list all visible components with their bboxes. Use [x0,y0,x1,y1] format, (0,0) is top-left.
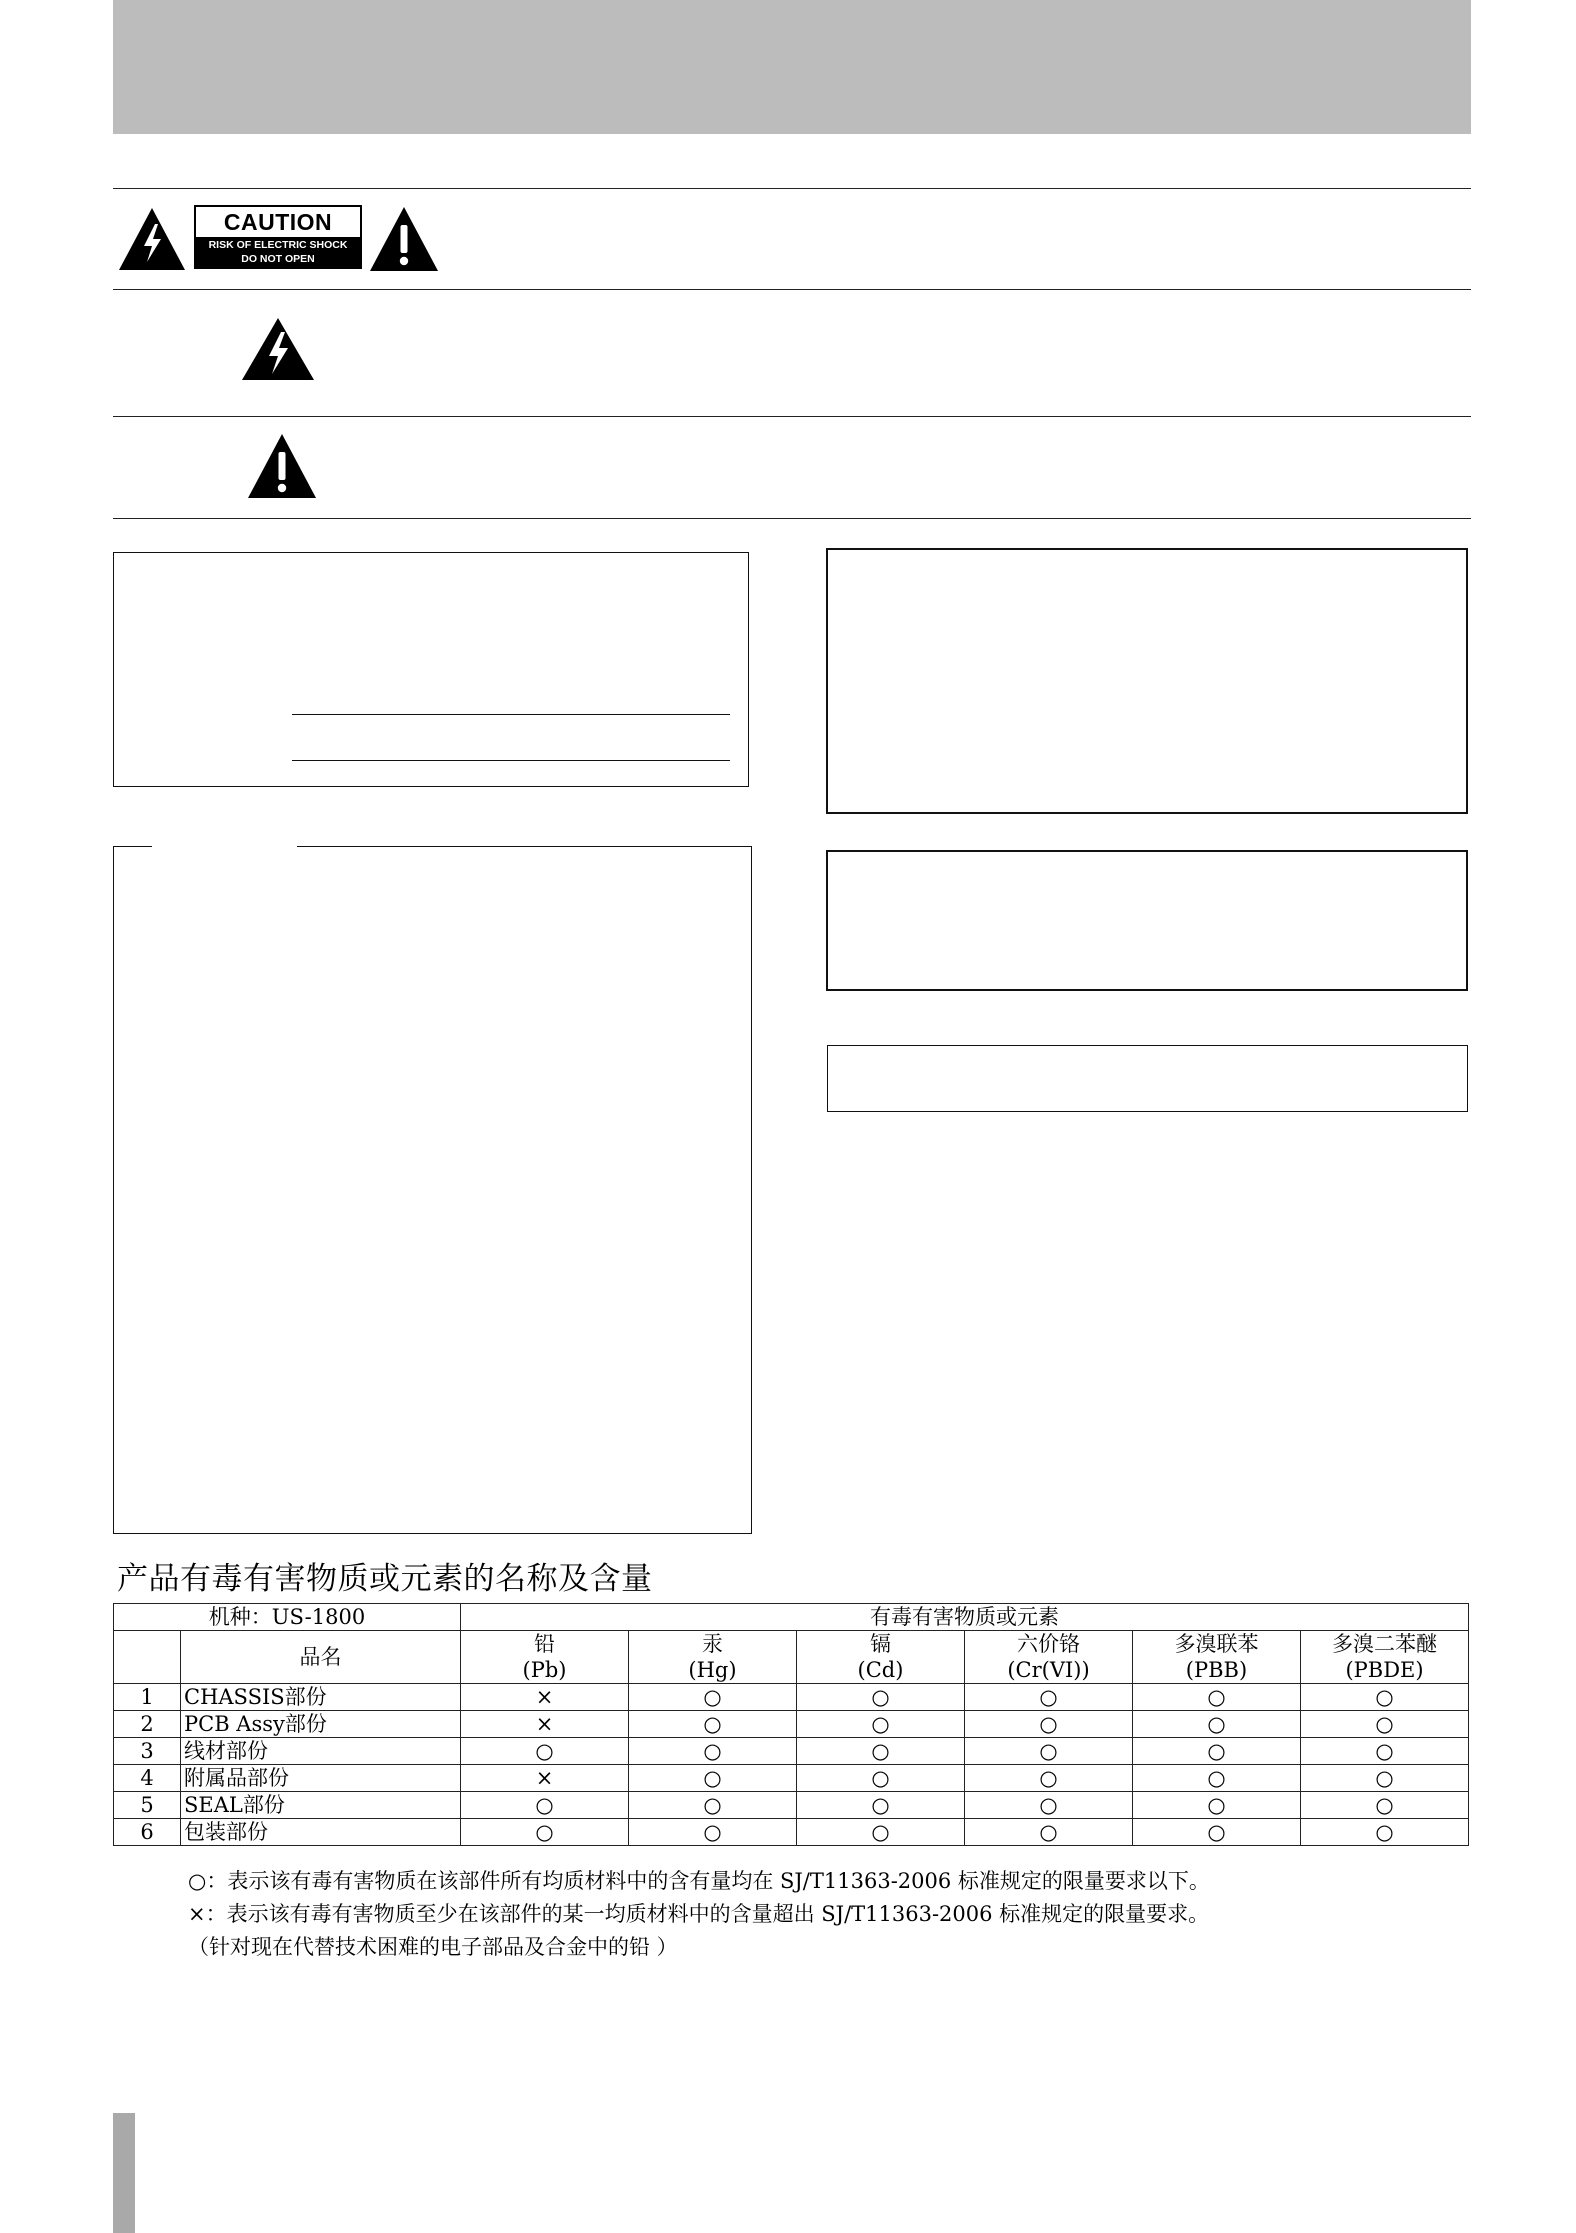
caution-label-title: CAUTION [223,209,333,235]
section-rule [113,289,1471,290]
table-row [114,1738,1469,1765]
mark: ○ [797,1765,965,1792]
mark: ○ [629,1819,797,1846]
warning-box [826,548,1468,814]
model-label: 机种：US-1800 [114,1604,461,1631]
note-cross: ×：表示该有毒有害物质至少在该部件的某一均质材料中的含量超出 SJ/T11363-2006 标准规定的限量要求。 [188,1902,1210,1926]
rohs-notes [188,1865,1210,1964]
mark: ○ [797,1684,965,1711]
notice-box [827,1045,1468,1112]
mark: ○ [1301,1792,1469,1819]
mark: ○ [965,1792,1133,1819]
caution-label-line2: DO NOT OPEN [241,253,315,265]
substance-header-row [114,1631,1469,1684]
note-circle: ○：表示该有毒有害物质在该部件所有均质材料中的含有量均在 SJ/T11363-2006 标准规定的限量要求以下。 [188,1869,1210,1893]
table-row [114,1711,1469,1738]
section-rule [113,518,1471,519]
serial-number-record-box [113,552,749,787]
table-row [114,1792,1469,1819]
mark: ○ [629,1738,797,1765]
substance-header: 多溴联苯 (PBB) [1133,1631,1301,1684]
table-header-row [114,1604,1469,1631]
substance-header: 镉 (Cd) [797,1631,965,1684]
rohs-substance-table [113,1603,1469,1846]
lightning-triangle-icon [117,206,187,272]
note-exemption: （针对现在代替技术困难的电子部品及合金中的铅 ） [188,1935,678,1959]
exclamation-triangle-icon [368,205,440,273]
substance-header: 汞 (Hg) [629,1631,797,1684]
mark: ○ [797,1819,965,1846]
table-row [114,1819,1469,1846]
mark: ○ [965,1684,1133,1711]
mark: ○ [1133,1819,1301,1846]
substance-header: 铅 (Pb) [461,1631,629,1684]
part-name: 附属品部份 [181,1765,461,1792]
exclamation-triangle-icon [246,432,318,500]
part-name: SEAL部份 [181,1792,461,1819]
mark: ○ [461,1792,629,1819]
table-row [114,1765,1469,1792]
row-number: 3 [114,1738,181,1765]
part-name: 包装部份 [181,1819,461,1846]
mark: ○ [461,1738,629,1765]
mark: ○ [1133,1711,1301,1738]
part-name-header: 品名 [181,1631,461,1684]
part-name: 线材部份 [181,1738,461,1765]
mark: ○ [1133,1765,1301,1792]
section-rule [113,188,1471,189]
mark: ○ [629,1792,797,1819]
row-number: 4 [114,1765,181,1792]
mark: ○ [1301,1819,1469,1846]
rohs-title: 产品有毒有害物质或元素的名称及含量 [117,1561,653,1597]
mark: × [461,1765,629,1792]
model-number-line [292,714,730,715]
number-header [114,1631,181,1684]
mark: ○ [1301,1738,1469,1765]
mark: ○ [965,1765,1133,1792]
row-number: 6 [114,1819,181,1846]
mark: ○ [1301,1711,1469,1738]
substance-group-header: 有毒有害物质或元素 [461,1604,1469,1631]
mark: ○ [629,1711,797,1738]
table-row [114,1684,1469,1711]
mark: ○ [965,1738,1133,1765]
part-name: PCB Assy部份 [181,1711,461,1738]
mark: ○ [797,1738,965,1765]
mark: ○ [965,1819,1133,1846]
mark: ○ [629,1765,797,1792]
page-edge-tab [113,2113,135,2233]
substance-header: 六价铬 (Cr(VI)) [965,1631,1133,1684]
caution-label [194,205,362,269]
mark: ○ [1133,1684,1301,1711]
mark: ○ [797,1711,965,1738]
mark: ○ [629,1684,797,1711]
row-number: 2 [114,1711,181,1738]
mark: ○ [797,1792,965,1819]
mark: × [461,1684,629,1711]
row-number: 5 [114,1792,181,1819]
lightning-triangle-icon [240,316,316,382]
caution-label-line1: RISK OF ELECTRIC SHOCK [208,239,348,251]
caution-box [826,850,1468,991]
mark: × [461,1711,629,1738]
row-number: 1 [114,1684,181,1711]
mark: ○ [965,1711,1133,1738]
section-rule [113,416,1471,417]
substance-header: 多溴二苯醚 (PBDE) [1301,1631,1469,1684]
mark: ○ [1301,1765,1469,1792]
mark: ○ [1301,1684,1469,1711]
box-title-gap [152,843,297,849]
mark: ○ [1133,1792,1301,1819]
important-safety-box [113,846,752,1534]
mark: ○ [1133,1738,1301,1765]
mark: ○ [461,1819,629,1846]
part-name: CHASSIS部份 [181,1684,461,1711]
serial-number-line [292,760,730,761]
header-band [113,0,1471,134]
caution-label-warning [196,237,360,267]
